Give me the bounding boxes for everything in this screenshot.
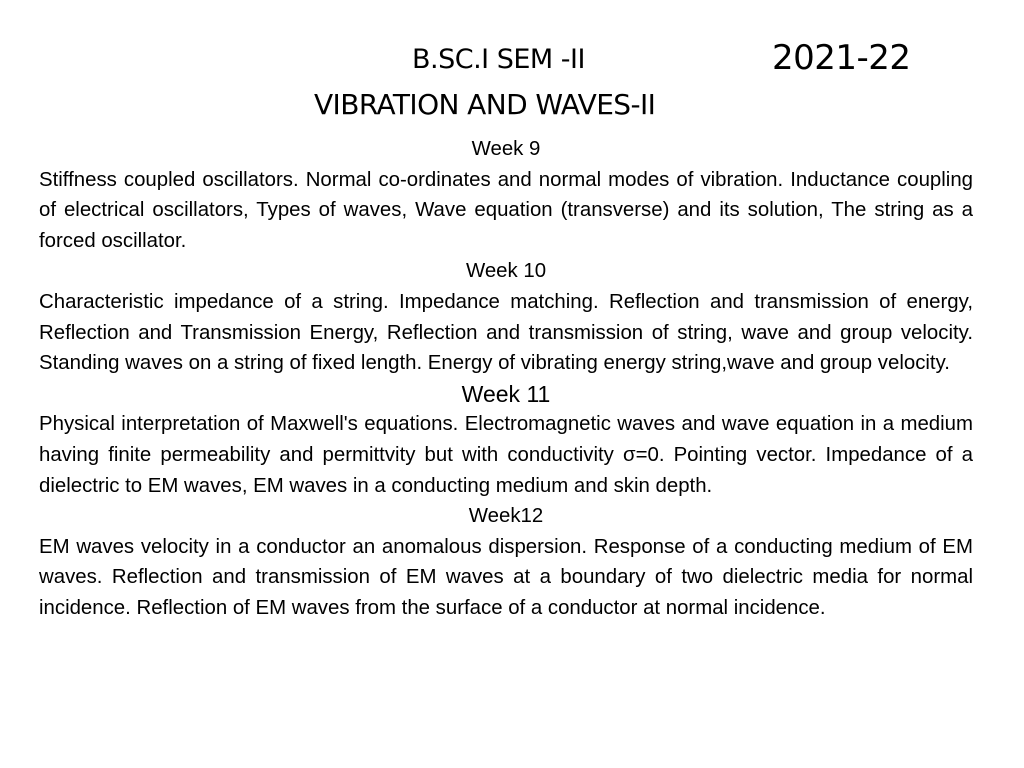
- week-9-topics: Stiffness coupled oscillators. Normal co-ordinates and normal modes of vibration. Inductance coupling of electrical oscillators, Types of waves, Wave equation (transverse) and its solution, The string as a forced oscillator.: [39, 168, 973, 252]
- week-12-topics: EM waves velocity in a conductor an anomalous dispersion. Response of a conducting medium of EM waves. Reflection and transmission of EM waves at a boundary of two dielectric media for normal incidence. Reflection of EM waves from the surface of a conductor at normal incidence.: [39, 535, 973, 619]
- week-11-topics: Physical interpretation of Maxwell's equations. Electromagnetic waves and wave equation in a medium having finite permeability and permittvity but with conductivity σ=0. Pointing vector. Impedance of a dielectric to EM waves, EM waves in a conducting medium and skin depth.: [39, 413, 973, 497]
- session-year-heading: 2021-22: [772, 38, 911, 78]
- course-title-heading: VIBRATION AND WAVES-II: [314, 88, 656, 121]
- week-10-topics: Characteristic impedance of a string. Impedance matching. Reflection and transmission of energy, Reflection and Transmission Energy, Reflection and transmission of string, wave and group velocity. Standing waves on a string of fixed length. Energy of vibrating energy string,wave and group velocity.: [39, 290, 973, 375]
- course-code-heading: B.SC.I SEM -II: [412, 44, 585, 75]
- week-12-label: Week12: [468, 505, 544, 528]
- week-9-label: Week 9: [471, 138, 541, 160]
- week-10-label: Week 10: [465, 260, 547, 283]
- week-11-label: Week 11: [461, 380, 551, 407]
- syllabus-content: [39, 134, 973, 624]
